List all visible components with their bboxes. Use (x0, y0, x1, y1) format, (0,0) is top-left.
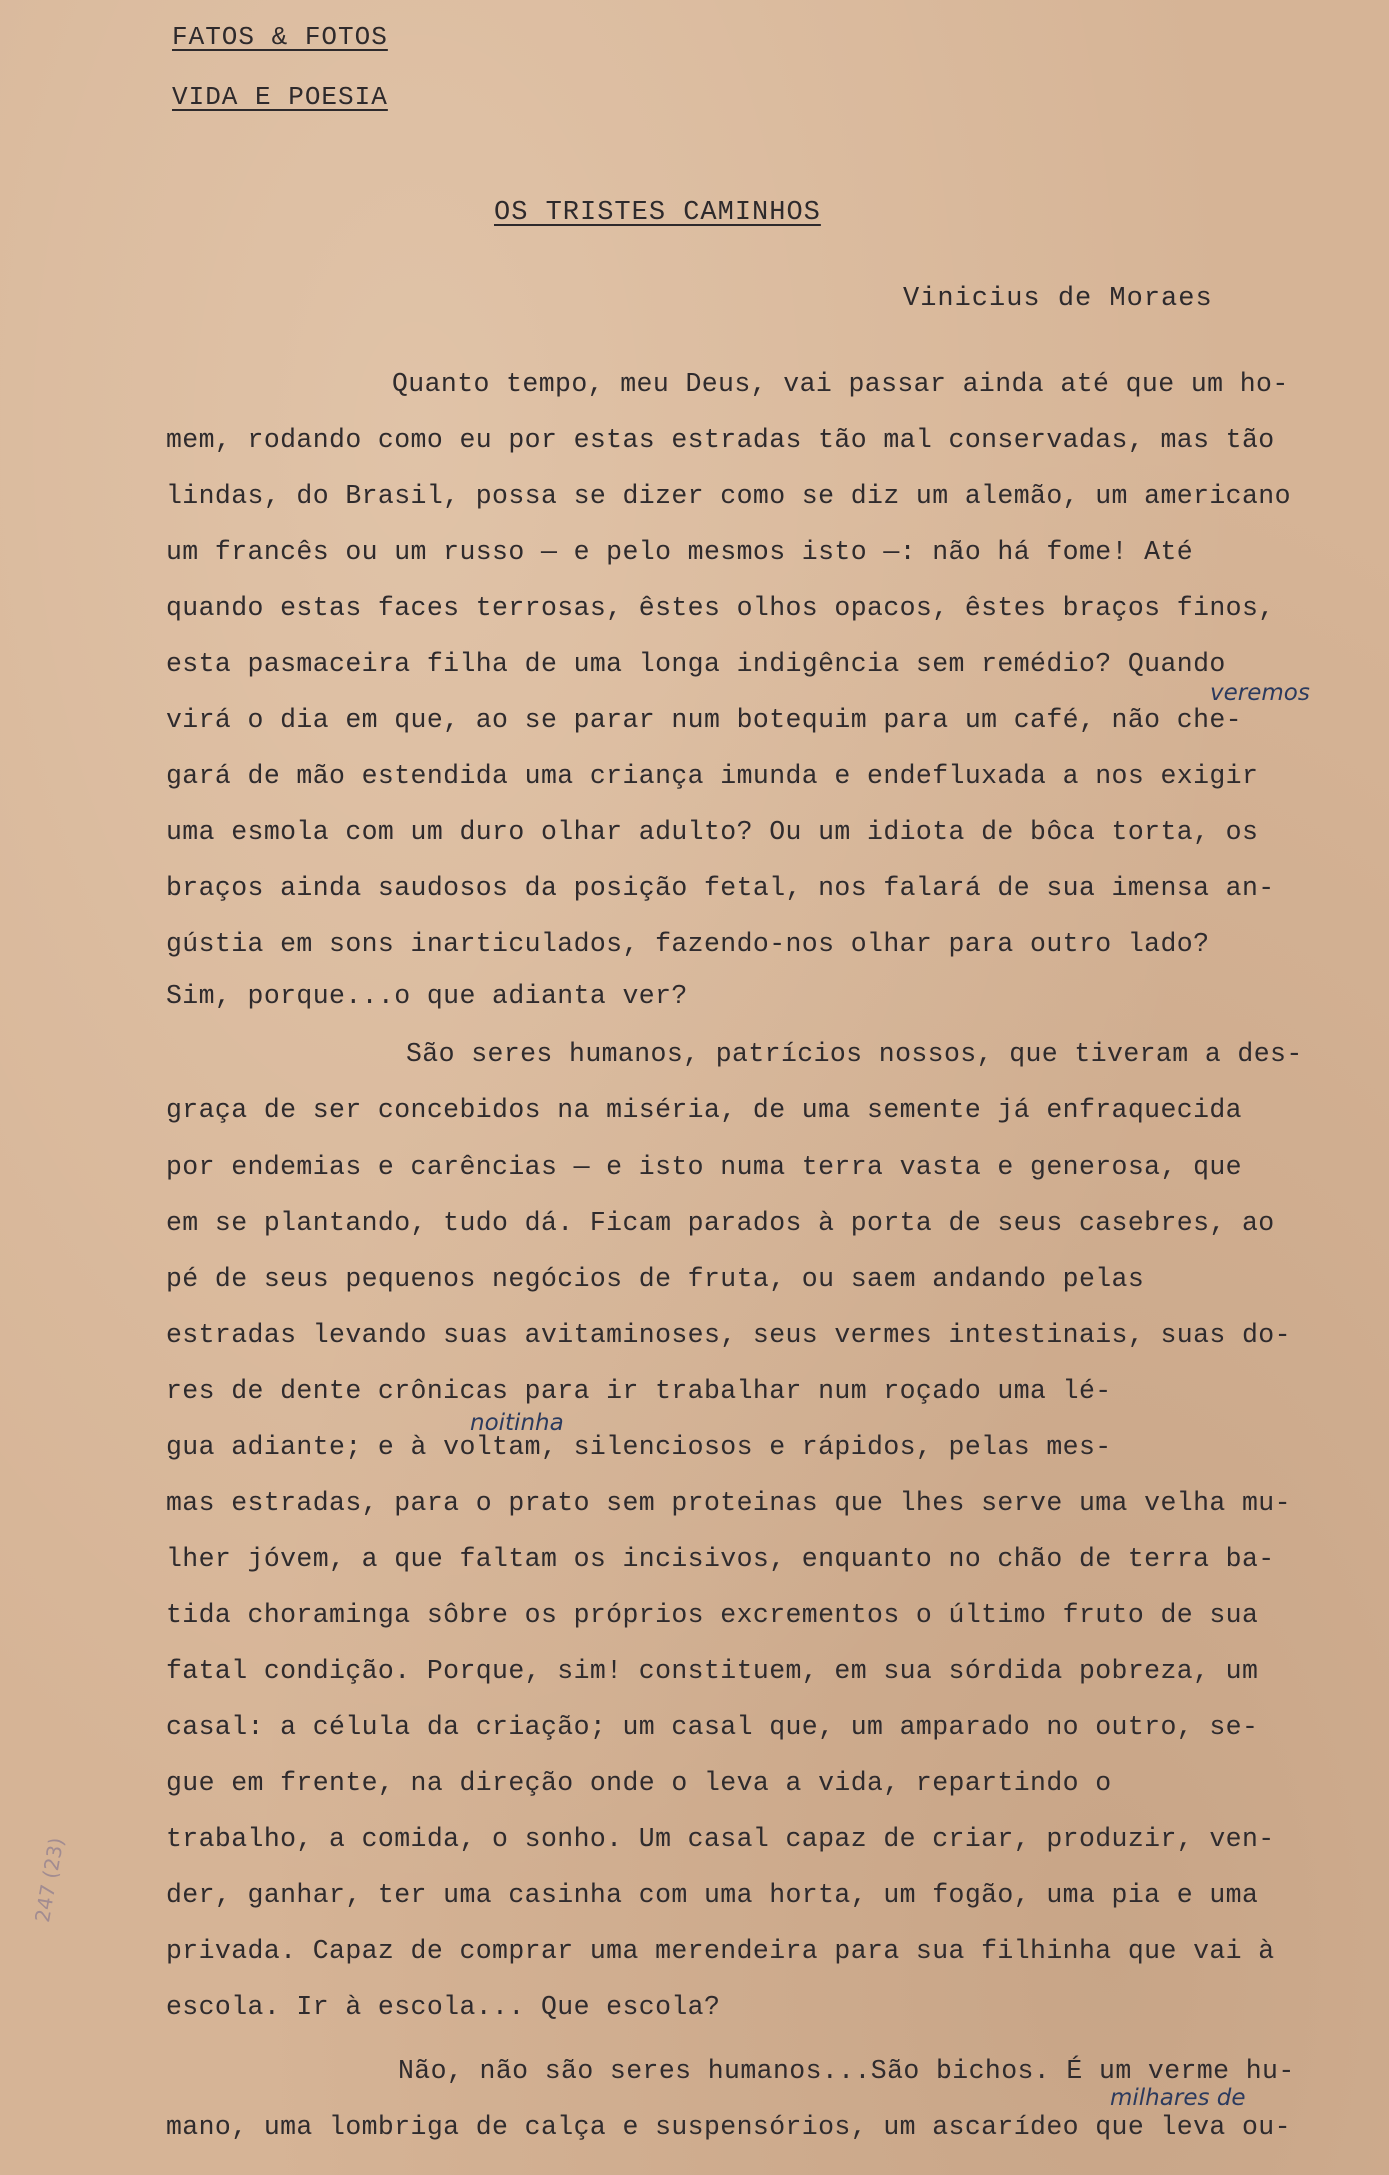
text-line: um francês ou um russo — e pelo mesmos isto —: não há fome! Até (166, 537, 1194, 567)
text-line: Sim, porque...o que adianta ver? (166, 981, 688, 1011)
text-line: casal: a célula da criação; um casal que, um amparado no outro, se- (166, 1712, 1259, 1742)
article-title: OS TRISTES CAMINHOS (494, 198, 821, 228)
text-line: mano, uma lombriga de calça e suspensórios, um ascarídeo que leva ou- (166, 2112, 1291, 2142)
text-line: trabalho, a comida, o sonho. Um casal capaz de criar, produzir, ven- (166, 1824, 1275, 1854)
handwritten-annotation: noitinha (470, 1410, 564, 1436)
text-line: gue em frente, na direção onde o leva a vida, repartindo o (166, 1768, 1112, 1798)
text-line: braços ainda saudosos da posição fetal, nos falará de sua imensa an- (166, 873, 1275, 903)
text-line: escola. Ir à escola... Que escola? (166, 1992, 721, 2022)
text-line: por endemias e carências — e isto numa terra vasta e generosa, que (166, 1152, 1242, 1182)
text-line: Quanto tempo, meu Deus, vai passar ainda até que um ho- (392, 369, 1289, 399)
handwritten-annotation: milhares de (1110, 2085, 1246, 2111)
text-line: gará de mão estendida uma criança imunda e endefluxada a nos exigir (166, 761, 1259, 791)
text-line: mas estradas, para o prato sem proteinas que lhes serve uma velha mu- (166, 1488, 1291, 1518)
text-line: res de dente crônicas para ir trabalhar num roçado uma lé- (166, 1376, 1112, 1406)
text-line: gua adiante; e à voltam, silenciosos e rápidos, pelas mes- (166, 1432, 1112, 1462)
text-line: mem, rodando como eu por estas estradas tão mal conservadas, mas tão (166, 425, 1275, 455)
text-line: quando estas faces terrosas, êstes olhos opacos, êstes braços finos, (166, 593, 1275, 623)
text-line: virá o dia em que, ao se parar num botequim para um café, não che- (166, 705, 1242, 735)
text-line: São seres humanos, patrícios nossos, que tiveram a des- (406, 1039, 1303, 1069)
pencil-margin-note: 247 (23) (30, 1835, 69, 1925)
text-line: lindas, do Brasil, possa se dizer como se diz um alemão, um americano (166, 481, 1291, 511)
article-author: Vinicius de Moraes (903, 284, 1213, 314)
text-line: uma esmola com um duro olhar adulto? Ou um idiota de bôca torta, os (166, 817, 1259, 847)
handwritten-annotation: veremos (1210, 680, 1310, 706)
text-line: graça de ser concebidos na miséria, de uma semente já enfraquecida (166, 1095, 1242, 1125)
text-line: em se plantando, tudo dá. Ficam parados à porta de seus casebres, ao (166, 1208, 1275, 1238)
text-line: estradas levando suas avitaminoses, seus vermes intestinais, suas do- (166, 1320, 1291, 1350)
text-line: lher jóvem, a que faltam os incisivos, enquanto no chão de terra ba- (166, 1544, 1275, 1574)
text-line: tida choraminga sôbre os próprios excrementos o último fruto de sua (166, 1600, 1259, 1630)
text-line: gústia em sons inarticulados, fazendo-nos olhar para outro lado? (166, 929, 1210, 959)
text-line: der, ganhar, ter uma casinha com uma horta, um fogão, uma pia e uma (166, 1880, 1259, 1910)
text-line: Não, não são seres humanos...São bichos. É um verme hu- (398, 2056, 1295, 2086)
text-line: pé de seus pequenos negócios de fruta, ou saem andando pelas (166, 1264, 1145, 1294)
text-line: esta pasmaceira filha de uma longa indigência sem remédio? Quando (166, 649, 1226, 679)
header-vida-poesia: VIDA E POESIA (172, 82, 388, 112)
text-line: fatal condição. Porque, sim! constituem, em sua sórdida pobreza, um (166, 1656, 1259, 1686)
header-fatos-fotos: FATOS & FOTOS (172, 22, 388, 52)
text-line: privada. Capaz de comprar uma merendeira para sua filhinha que vai à (166, 1936, 1275, 1966)
